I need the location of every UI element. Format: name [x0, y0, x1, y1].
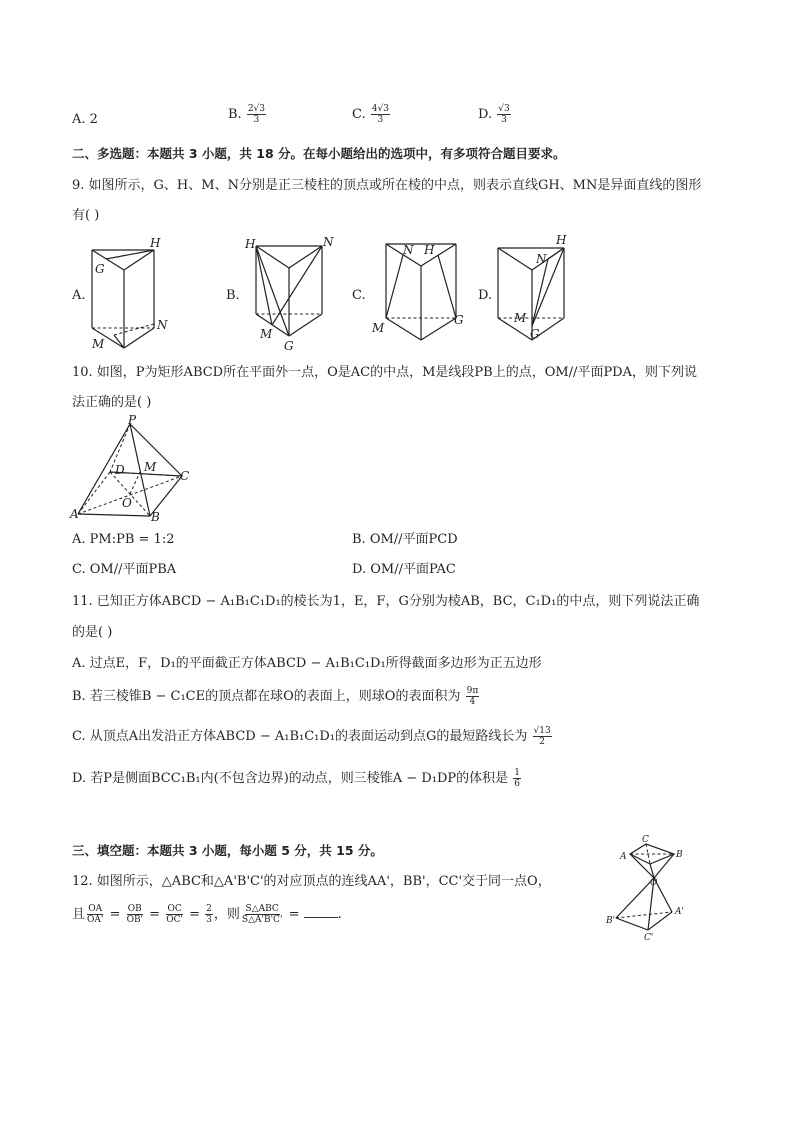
q9-stem-line1: 9. 如图所示，G、H、M、N分别是正三棱柱的顶点或所在棱的中点，则表示直线GH、MN是异面直线的图形 — [72, 178, 702, 193]
q9-option-a-label: A. — [72, 288, 86, 303]
vertex-label-m: M — [92, 337, 105, 351]
q10-option-d: D. OM//平面PAC — [352, 562, 456, 577]
q12-equals-1: = — [109, 907, 121, 922]
q8-option-c — [352, 104, 391, 125]
vertex-label-g: G — [530, 327, 540, 341]
q10-option-a: A. PM:PB = 1:2 — [72, 532, 175, 547]
q8-option-b-fraction: $\frac{2√3}{3}$ — [247, 104, 266, 125]
q11-option-b-text: B. 若三棱锥B − C₁CE的顶点都在球O的表面上，则球O的表面积为 — [72, 689, 461, 704]
q12-then: ，则 — [213, 907, 240, 922]
q10-stem-line2: 法正确的是( ) — [72, 395, 152, 410]
q9-option-b-label: B. — [226, 288, 240, 303]
q11-option-d-text: D. 若P是侧面BCC₁B₁内(不包含边界)的动点，则三棱锥A − D₁DP的体积是 — [72, 771, 509, 786]
q10-stem-line1: 10. 如图，P为矩形ABCD所在平面外一点，O是AC的中点，M是线段PB上的点，OM//平面PDA，则下列说 — [72, 365, 697, 380]
vertex-label-o: O — [122, 496, 132, 510]
q12-fraction-oc: $\frac{OC}{OC'}$ — [166, 904, 183, 925]
q12-equals-4: = — [288, 907, 300, 922]
vertex-label-m: M — [514, 311, 527, 325]
section-2-heading: 二、多选题：本题共 3 小题，共 18 分。在每小题给出的选项中，有多项符合题目要求。 — [72, 146, 566, 161]
q8-option-c-label: C. — [352, 107, 366, 122]
q11-option-d — [72, 768, 522, 789]
vertex-label-c-prime: C' — [644, 933, 654, 943]
vertex-label-n: N — [536, 252, 547, 266]
q12-end: . — [337, 907, 342, 922]
vertex-label-c: C — [642, 835, 649, 845]
vertex-label-b-prime: B' — [606, 916, 616, 926]
vertex-label-n: N — [323, 235, 334, 249]
vertex-label-h: H — [556, 233, 567, 247]
vertex-label-g: G — [284, 339, 294, 353]
vertex-label-m: M — [144, 460, 157, 474]
q12-prefix: 且 — [72, 907, 86, 922]
vertex-label-n: N — [403, 243, 414, 257]
q12-fraction-ratio: $\frac{2}{3}$ — [206, 904, 212, 925]
q10-option-b: B. OM//平面PCD — [352, 532, 458, 547]
q12-stem-line1: 12. 如图所示，△ABC和△A'B'C'的对应顶点的连线AA'，BB'，CC'交于同一点O， — [72, 874, 551, 889]
q8-option-c-fraction: $\frac{4√3}{3}$ — [371, 104, 389, 125]
q11-option-c — [72, 726, 553, 747]
q9-figure-d — [494, 232, 584, 354]
q9-figure-c — [370, 232, 470, 354]
q12-fraction-area: $\frac{\text{S△ABC}}{S\triangle A'B'C'}$ — [241, 904, 283, 925]
vertex-label-n: N — [157, 318, 168, 332]
q8-option-b-label: B. — [228, 107, 242, 122]
q10-figure-pyramid — [70, 414, 200, 526]
q8-option-d-label: D. — [478, 107, 493, 122]
q12-answer-blank[interactable] — [304, 906, 338, 918]
vertex-label-a-prime: A' — [675, 907, 684, 917]
q8-option-b — [228, 104, 267, 125]
q9-option-d-label: D. — [478, 288, 493, 303]
vertex-label-m: M — [260, 327, 273, 341]
vertex-label-a: A — [70, 507, 79, 521]
vertex-label-a: A — [620, 852, 627, 862]
q10-option-c: C. OM//平面PBA — [72, 562, 177, 577]
q12-equals-2: = — [149, 907, 161, 922]
vertex-label-h: H — [424, 243, 435, 257]
q11-option-b-fraction: $\frac{9\pi}{4}$ — [466, 686, 479, 707]
vertex-label-o: O — [650, 878, 658, 888]
q11-stem-line2: 的是( ) — [72, 625, 113, 640]
vertex-label-p: P — [128, 413, 137, 427]
vertex-label-b: B — [151, 510, 160, 524]
q11-option-c-fraction: $\frac{√13}{2}$ — [533, 726, 551, 747]
q12-equals-3: = — [189, 907, 201, 922]
q11-option-b — [72, 686, 480, 707]
vertex-label-d: D — [115, 463, 125, 477]
q8-option-d — [478, 104, 512, 125]
vertex-label-g: G — [95, 262, 105, 276]
q12-stem-line2 — [72, 904, 342, 925]
vertex-label-c: C — [180, 469, 190, 483]
vertex-label-b: B — [676, 850, 683, 860]
q11-stem-line1: 11. 已知正方体ABCD − A₁B₁C₁D₁的棱长为1，E，F，G分别为棱AB，BC，C₁D₁的中点，则下列说法正确 — [72, 594, 700, 609]
q11-option-a: A. 过点E，F，D₁的平面截正方体ABCD − A₁B₁C₁D₁所得截面多边形为正五边形 — [72, 656, 542, 671]
q8-option-d-fraction: $\frac{√3}{3}$ — [498, 104, 510, 125]
q12-fraction-oa: $\frac{OA}{OA'}$ — [87, 904, 104, 925]
section-3-heading: 三、填空题：本题共 3 小题，每小题 5 分，共 15 分。 — [72, 843, 383, 858]
q9-option-c-label: C. — [352, 288, 366, 303]
q9-figure-a — [84, 232, 180, 354]
vertex-label-h: H — [150, 236, 161, 250]
q9-stem-line2: 有( ) — [72, 208, 100, 223]
q9-figure-b — [244, 232, 340, 354]
q8-option-a: A. 2 — [72, 112, 98, 127]
q11-option-c-text: C. 从顶点A出发沿正方体ABCD − A₁B₁C₁D₁的表面运动到点G的最短路线长为 — [72, 729, 528, 744]
vertex-label-h: H — [245, 237, 256, 251]
q12-fraction-ob: $\frac{OB}{OB'}$ — [126, 904, 144, 925]
vertex-label-g: G — [454, 313, 464, 327]
vertex-label-m: M — [372, 321, 385, 335]
q11-option-d-fraction: $\frac{1}{6}$ — [514, 768, 521, 789]
q12-figure-triangles — [606, 830, 714, 943]
